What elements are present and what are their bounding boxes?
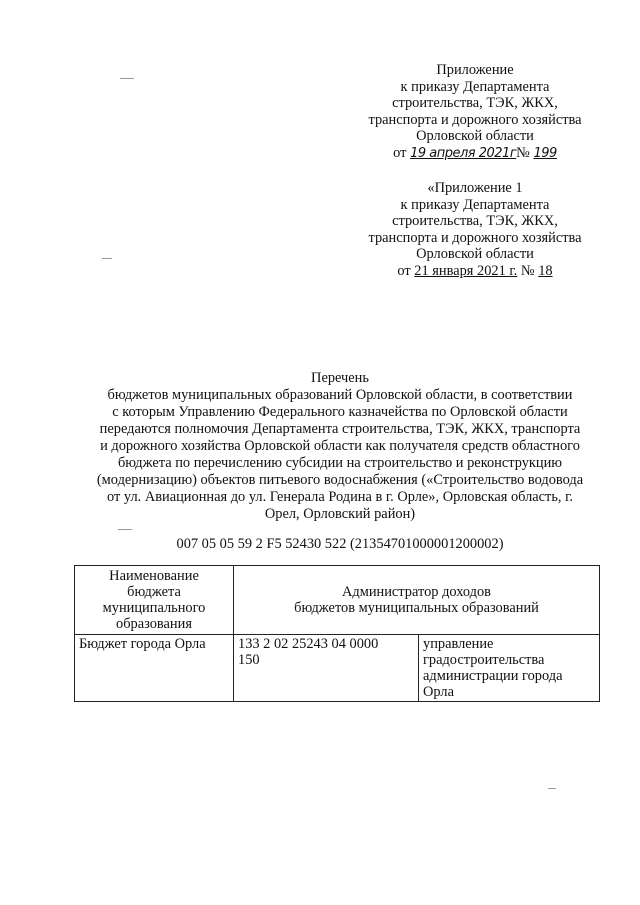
appendix-date-line	[340, 145, 610, 163]
original-appendix-line: Орловской области	[416, 246, 534, 263]
table-row	[75, 635, 600, 702]
title-line: Орел, Орловский район)	[264, 506, 416, 522]
cell-administrator	[419, 635, 600, 702]
cell-text-line: управление	[423, 636, 494, 652]
budget-code-line: 007 05 05 59 2 F5 52430 522 (21354701000001200002)	[176, 536, 504, 552]
original-appendix-line: к приказу Департамента	[400, 196, 550, 213]
title-line: (модернизацию) объектов питьевого водоснабжения («Строительство водовода	[96, 472, 584, 488]
title-line: и дорожного хозяйства Орловской области как получателя средств областного	[100, 438, 580, 454]
header-text-line: Администратор доходов	[342, 584, 491, 600]
title-line: передаются полномочия Департамента строительства, ТЭК, ЖКХ, транспорта	[99, 421, 581, 437]
header-text-line: бюджетов муниципальных образований	[294, 600, 539, 616]
cell-text-line: 150	[238, 652, 260, 668]
title-line: бюджета по перечислению субсидии на строительство и реконструкцию	[117, 455, 563, 471]
scan-speck	[102, 258, 112, 259]
header-text-line: образования	[116, 616, 192, 632]
original-appendix-title: «Приложение 1	[427, 180, 523, 196]
header-revenue-administrator	[234, 566, 600, 635]
header-text-line: муниципального	[102, 600, 206, 616]
appendix-header	[340, 62, 610, 163]
date-prefix: от	[397, 262, 411, 279]
original-number: 18	[538, 262, 553, 279]
cell-text-line: градостроительства	[423, 652, 545, 668]
appendix-title: Приложение	[436, 62, 514, 78]
budget-table	[74, 565, 600, 702]
appendix-line: к приказу Департамента	[400, 78, 550, 95]
original-appendix-line: строительства, ТЭК, ЖКХ,	[392, 213, 558, 230]
scan-speck	[548, 788, 556, 789]
handwritten-number: 199	[533, 145, 557, 161]
cell-text-line: администрации города	[423, 668, 563, 684]
date-prefix: от	[393, 144, 407, 161]
cell-text-line: 133 2 02 25243 04 0000	[238, 636, 379, 652]
original-appendix-date-line	[340, 263, 610, 280]
table-header-row	[75, 566, 600, 635]
header-text-line: бюджета	[127, 584, 181, 600]
cell-revenue-code	[234, 635, 419, 702]
header-budget-name	[75, 566, 234, 635]
title-heading: Перечень	[311, 370, 369, 386]
scan-speck	[118, 529, 132, 530]
number-sign: №	[516, 144, 530, 161]
scan-speck	[120, 78, 134, 79]
header-text-line: Наименование	[109, 568, 199, 584]
original-appendix-line: транспорта и дорожного хозяйства	[368, 229, 582, 246]
handwritten-date: 19 апреля 2021г	[410, 145, 517, 161]
title-line: бюджетов муниципальных образований Орловской области, в соответствии	[107, 387, 573, 403]
document-title	[60, 370, 620, 523]
original-appendix-header	[340, 180, 610, 280]
original-date: 21 января 2021 г.	[414, 262, 518, 279]
cell-text-line: Орла	[423, 684, 454, 700]
title-line: от ул. Авиационная до ул. Генерала Родина в г. Орле», Орловская область, г.	[107, 489, 573, 505]
title-line: с которым Управлению Федерального казначейства по Орловской области	[112, 404, 568, 420]
number-sign: №	[520, 262, 535, 279]
appendix-line: транспорта и дорожного хозяйства	[368, 111, 582, 128]
appendix-line: строительства, ТЭК, ЖКХ,	[392, 95, 558, 112]
cell-budget-name: Бюджет города Орла	[75, 635, 234, 702]
appendix-line: Орловской области	[416, 128, 534, 145]
